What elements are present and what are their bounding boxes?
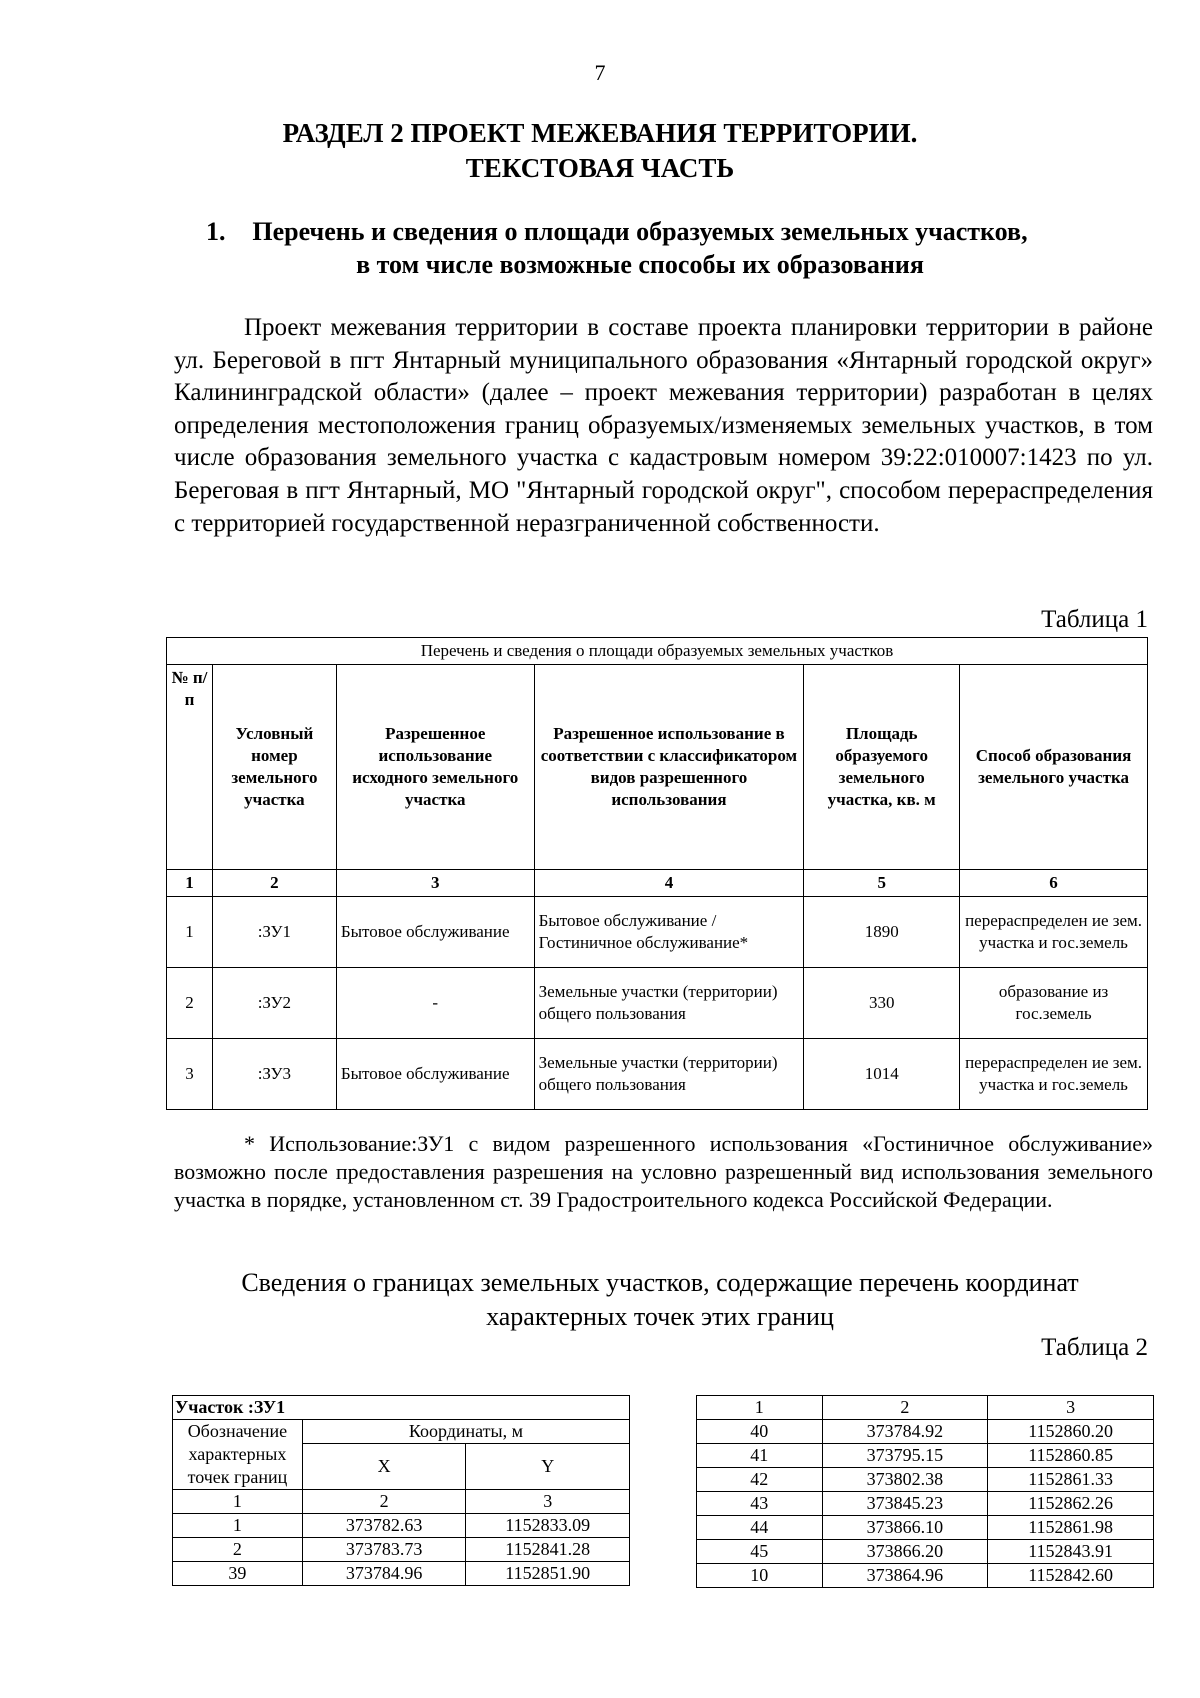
intro-paragraph: Проект межевания территории в составе проекта планировки территории в районе ул. Береговой в пгт Янтарный муниципального образования «Янтарный городской округ» Калининградской области» (далее – проект межевания территории) разработан в целях определения местоположения границ образуемых/изменяемых земельных участков, в том числе образования земельного участка с кадастровым номером 39:22:010007:1423 по ул. Береговая в пгт Янтарный, МО "Янтарный городской округ", способом перераспределения с территорией государственной неразграниченной собственности. <box>174 314 1153 537</box>
table2-plot-label: Участок :ЗУ1 <box>173 1396 630 1420</box>
table-cell: 10 <box>697 1564 823 1588</box>
table2-left <box>172 1395 630 1586</box>
table2-y-header: Y <box>466 1444 630 1490</box>
table1-header-classified-use: Разрешенное использование в соответствии с классификатором видов разрешенного использования <box>534 665 804 870</box>
table2-title-line-1: Сведения о границах земельных участков, содержащие перечень координат <box>241 1268 1079 1297</box>
table-cell: Земельные участки (территории) общего пользования <box>534 968 804 1039</box>
table-cell: 3 <box>167 1039 213 1110</box>
table-cell: Земельные участки (территории) общего пользования <box>534 1039 804 1110</box>
table-row <box>167 968 1148 1039</box>
table-row <box>167 1039 1148 1110</box>
table1-header-area: Площадь образуемого земельного участка, кв. м <box>804 665 960 870</box>
table2-caption: Таблица 2 <box>1041 1334 1148 1361</box>
table-cell: 330 <box>804 968 960 1039</box>
table-cell: перераспределен ие зем. участка и гос.земель <box>960 1039 1148 1110</box>
table-cell: 2 <box>167 968 213 1039</box>
table2-colnum: 2 <box>302 1490 466 1514</box>
table-cell: 1152851.90 <box>466 1562 630 1586</box>
subsection-heading <box>140 215 1140 281</box>
table-row <box>697 1492 1154 1516</box>
table-row <box>173 1514 630 1538</box>
section-title-line-2: ТЕКСТОВАЯ ЧАСТЬ <box>465 153 735 183</box>
table-cell: 1 <box>167 897 213 968</box>
table-cell: 373866.20 <box>822 1540 988 1564</box>
table-row <box>697 1564 1154 1588</box>
table1-header-method: Способ образования земельного участка <box>960 665 1148 870</box>
table1-colnum: 3 <box>336 870 534 897</box>
table-cell: :ЗУ3 <box>212 1039 336 1110</box>
table-cell: 1014 <box>804 1039 960 1110</box>
table2-point-header: Обозначение характерных точек границ <box>173 1420 303 1490</box>
table-row <box>173 1562 630 1586</box>
table-cell: 1152841.28 <box>466 1538 630 1562</box>
page-number: 7 <box>594 60 606 85</box>
table-cell: перераспределен ие зем. участка и гос.земель <box>960 897 1148 968</box>
table-row <box>697 1516 1154 1540</box>
table-cell: 2 <box>173 1538 303 1562</box>
table-cell: 373784.92 <box>822 1420 988 1444</box>
table1 <box>166 637 1148 1110</box>
table-cell: Бытовое обслуживание <box>336 897 534 968</box>
table-cell: 1152860.20 <box>988 1420 1154 1444</box>
table-cell: 1152860.85 <box>988 1444 1154 1468</box>
table1-header-number: № п/ п <box>167 665 213 870</box>
table1-colnum: 2 <box>212 870 336 897</box>
table-cell: 43 <box>697 1492 823 1516</box>
footnote: * Использование:ЗУ1 с видом разрешенного использования «Гостиничное обслуживание» возможно после предоставления разрешения на условно разрешенный вид использования земельного участка в порядке, установленном ст. 39 Градостроительного кодекса Российской Федерации. <box>174 1131 1153 1212</box>
table-cell: 1152861.33 <box>988 1468 1154 1492</box>
table2-right <box>696 1395 1154 1588</box>
table-cell: 373795.15 <box>822 1444 988 1468</box>
table-cell: 45 <box>697 1540 823 1564</box>
table2-title <box>140 1266 1180 1334</box>
table2-coords-header: Координаты, м <box>302 1420 629 1444</box>
table1-colnum: 5 <box>804 870 960 897</box>
table2-colnum: 2 <box>822 1396 988 1420</box>
table1-colnum: 6 <box>960 870 1148 897</box>
table2-x-header: X <box>302 1444 466 1490</box>
subsection-title-line-2: в том числе возможные способы их образования <box>356 250 924 279</box>
table-row <box>697 1444 1154 1468</box>
table-cell: 40 <box>697 1420 823 1444</box>
table-cell: 42 <box>697 1468 823 1492</box>
table-cell: 373845.23 <box>822 1492 988 1516</box>
table-cell: 1152833.09 <box>466 1514 630 1538</box>
table2-colnum: 1 <box>697 1396 823 1420</box>
table-cell: 373784.96 <box>302 1562 466 1586</box>
table-cell: 44 <box>697 1516 823 1540</box>
table-row <box>173 1538 630 1562</box>
table-cell: 1890 <box>804 897 960 968</box>
table-cell: 373782.63 <box>302 1514 466 1538</box>
section-title <box>140 116 1060 186</box>
table-row <box>697 1468 1154 1492</box>
table-cell: 1152843.91 <box>988 1540 1154 1564</box>
table1-colnum: 4 <box>534 870 804 897</box>
table-cell: 41 <box>697 1444 823 1468</box>
subsection-number: 1. <box>206 217 226 246</box>
table-cell: 1152862.26 <box>988 1492 1154 1516</box>
table-cell: 373866.10 <box>822 1516 988 1540</box>
table-row <box>697 1540 1154 1564</box>
table2-title-line-2: характерных точек этих границ <box>486 1302 834 1331</box>
table-cell: 373864.96 <box>822 1564 988 1588</box>
table1-colnum: 1 <box>167 870 213 897</box>
table-cell: 1152842.60 <box>988 1564 1154 1588</box>
table-cell: Бытовое обслуживание / Гостиничное обслуживание* <box>534 897 804 968</box>
table-cell: 1152861.98 <box>988 1516 1154 1540</box>
table2-colnum: 1 <box>173 1490 303 1514</box>
table1-title: Перечень и сведения о площади образуемых земельных участков <box>167 638 1148 665</box>
table-cell: 39 <box>173 1562 303 1586</box>
table-cell: 1 <box>173 1514 303 1538</box>
table-cell: :ЗУ2 <box>212 968 336 1039</box>
table1-header-original-use: Разрешенное использование исходного земельного участка <box>336 665 534 870</box>
table1-caption: Таблица 1 <box>1041 606 1148 633</box>
table-cell: образование из гос.земель <box>960 968 1148 1039</box>
table2-colnum: 3 <box>988 1396 1154 1420</box>
table-row <box>167 897 1148 968</box>
table-cell: :ЗУ1 <box>212 897 336 968</box>
table-cell: Бытовое обслуживание <box>336 1039 534 1110</box>
section-title-line-1: РАЗДЕЛ 2 ПРОЕКТ МЕЖЕВАНИЯ ТЕРРИТОРИИ. <box>282 118 918 148</box>
table-row <box>697 1420 1154 1444</box>
table-cell: 373802.38 <box>822 1468 988 1492</box>
table-cell: 373783.73 <box>302 1538 466 1562</box>
subsection-title-line-1: Перечень и сведения о площади образуемых земельных участков, <box>252 217 1028 246</box>
table2-colnum: 3 <box>466 1490 630 1514</box>
table1-header-plot-id: Условный номер земельного участка <box>212 665 336 870</box>
table-cell: - <box>336 968 534 1039</box>
